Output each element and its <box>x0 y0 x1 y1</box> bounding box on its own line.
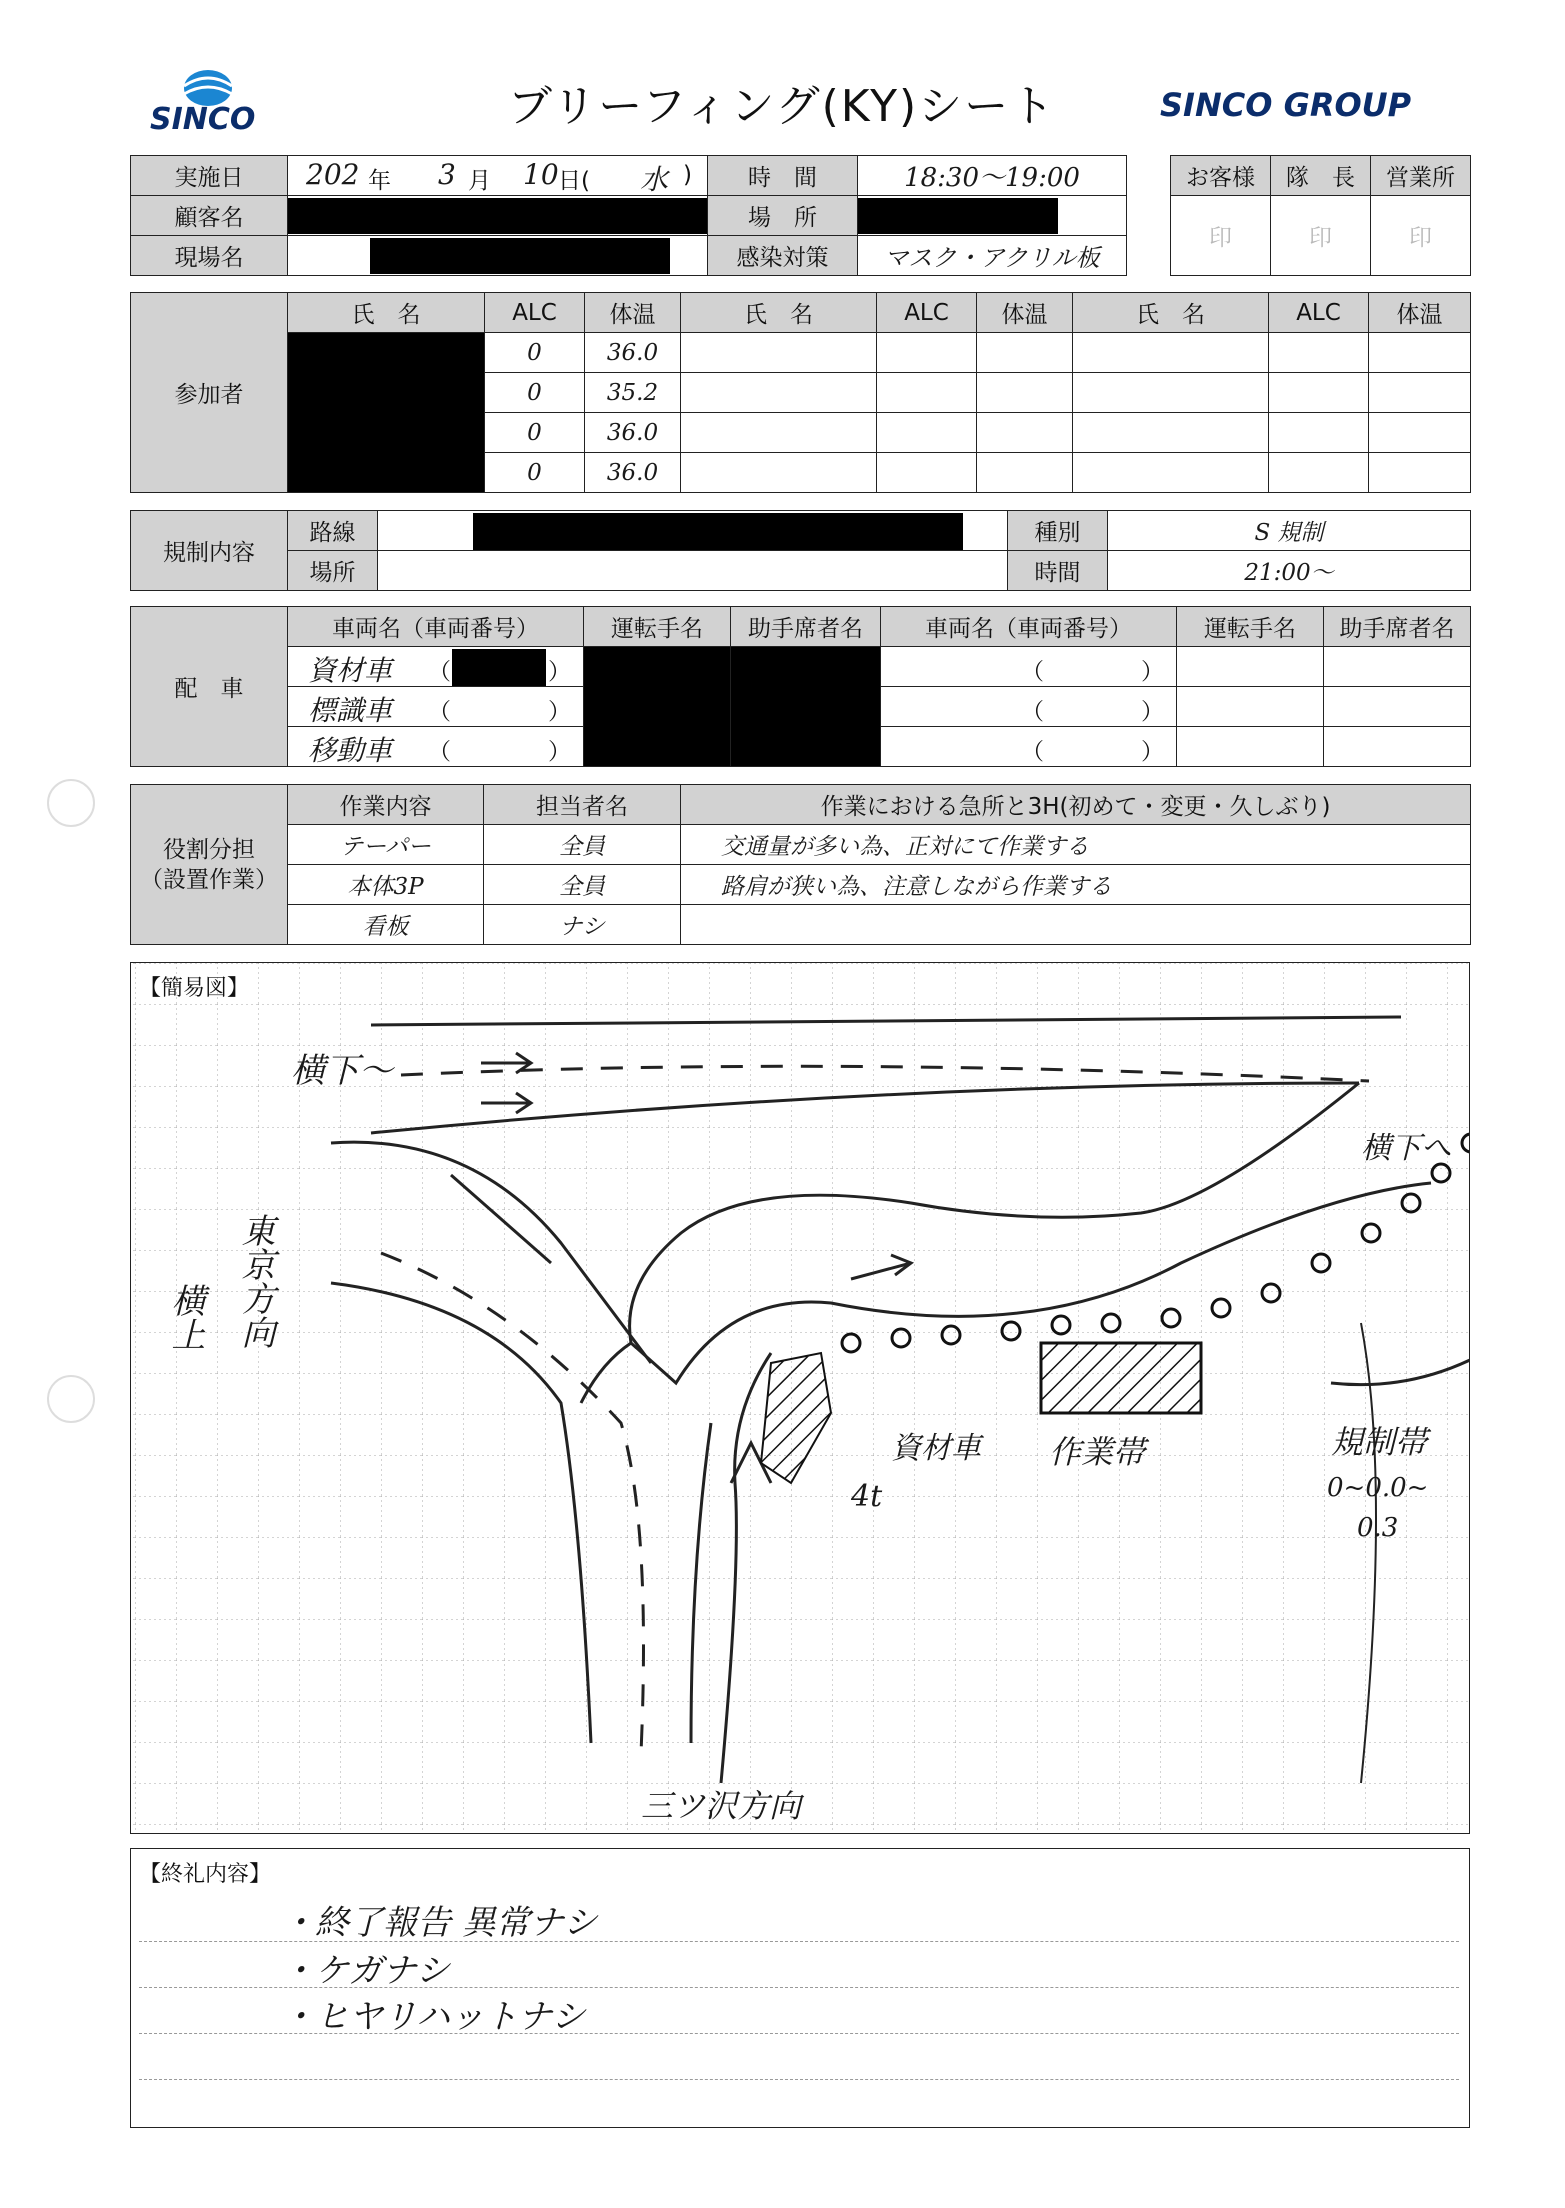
paren-open: （ <box>1021 659 1044 685</box>
col-work: 作業内容 <box>288 785 484 825</box>
temp-value[interactable]: 36.0 <box>585 333 681 373</box>
work-value[interactable]: テーパー <box>288 825 484 865</box>
redacted-customer <box>288 198 708 234</box>
date-label: 実施日 <box>131 156 288 196</box>
approval-office-label: 営業所 <box>1371 156 1471 196</box>
col-alc-2: ALC <box>877 293 977 333</box>
col-driver-2: 運転手名 <box>1177 607 1324 647</box>
note-bottom: 三ツ沢方向 <box>641 1787 802 1825</box>
weekday-close: ) <box>683 162 692 188</box>
punch-hole-bottom <box>47 1375 95 1423</box>
redacted-participant-names <box>288 333 485 493</box>
temp-value[interactable]: 36.0 <box>585 453 681 493</box>
sinco-logo-text: SINCO <box>150 102 256 137</box>
person-value[interactable]: ナシ <box>484 905 681 945</box>
closing-line[interactable]: ・終了報告 異常ナシ <box>281 1903 598 1943</box>
infection-value[interactable]: マスク・アクリル板 <box>858 236 1127 276</box>
vehicles-label: 配 車 <box>131 607 288 767</box>
infection-label: 感染対策 <box>708 236 858 276</box>
type-value[interactable]: S 規制 <box>1108 511 1471 551</box>
site-label: 現場名 <box>131 236 288 276</box>
approval-table <box>1170 155 1471 276</box>
time-value[interactable]: 18:30～19:00 <box>858 156 1127 196</box>
alc-value[interactable]: 0 <box>485 333 585 373</box>
paren-open: （ <box>428 659 451 685</box>
roles-table <box>130 784 1471 945</box>
date-cell[interactable] <box>288 156 708 196</box>
work-value[interactable]: 看板 <box>288 905 484 945</box>
hazard-value[interactable]: 路肩が狭い為、注意しながら作業する <box>681 865 1471 905</box>
vehicle-name[interactable]: 移動車 <box>308 734 393 767</box>
redacted-drivers <box>584 647 731 767</box>
paren-close: ） <box>548 739 571 765</box>
col-hazard: 作業における急所と3H(初めて・変更・久しぶり) <box>681 785 1471 825</box>
vehicle-name[interactable]: 標識車 <box>308 694 393 727</box>
col-assistant-1: 助手席者名 <box>731 607 881 647</box>
col-assistant-2: 助手席者名 <box>1324 607 1471 647</box>
stamp-leader[interactable]: 印 <box>1271 196 1371 276</box>
reg-time-value[interactable]: 21:00～ <box>1108 551 1471 591</box>
paren-open: （ <box>1021 699 1044 725</box>
note-left-side: 横上 <box>165 1283 205 1351</box>
person-value[interactable]: 全員 <box>484 865 681 905</box>
stamp-office[interactable]: 印 <box>1371 196 1471 276</box>
punch-hole-top <box>47 779 95 827</box>
day-value: 10 <box>523 158 559 191</box>
approval-customer-label: お客様 <box>1171 156 1271 196</box>
col-name-1: 氏 名 <box>288 293 485 333</box>
temp-value[interactable]: 36.0 <box>585 413 681 453</box>
alc-value[interactable]: 0 <box>485 373 585 413</box>
person-value[interactable]: 全員 <box>484 825 681 865</box>
regulation-table <box>130 510 1471 591</box>
paren-close: ） <box>548 659 571 685</box>
hazard-value[interactable] <box>681 905 1471 945</box>
sketch-area <box>130 962 1470 1834</box>
participants-label: 参加者 <box>131 293 288 493</box>
reg-time-label: 時間 <box>1008 551 1108 591</box>
col-name-3: 氏 名 <box>1073 293 1269 333</box>
sketch-label: 【簡易図】 <box>139 976 250 1001</box>
note-work-zone: 作業帯 <box>1049 1433 1146 1471</box>
col-person: 担当者名 <box>484 785 681 825</box>
redacted-vehicle-numbers <box>452 649 546 687</box>
info-table <box>130 155 1127 276</box>
sinco-logo <box>148 66 268 136</box>
work-value[interactable]: 本体3P <box>288 865 484 905</box>
month-value: 3 <box>438 158 456 191</box>
roles-label-1: 役割分担 <box>163 836 255 863</box>
ruled-line <box>139 2079 1459 2080</box>
group-logo: SINCO GROUP <box>1160 86 1412 124</box>
day-label: 日( <box>558 168 590 194</box>
closing-label: 【終礼内容】 <box>139 1862 272 1887</box>
note-distance-1: 0~0.0~ <box>1327 1473 1429 1503</box>
place-label: 場 所 <box>708 196 858 236</box>
paren-open: （ <box>428 739 451 765</box>
approval-leader-label: 隊 長 <box>1271 156 1371 196</box>
note-regulation: 規制帯 <box>1331 1423 1428 1461</box>
year-label: 年 <box>368 168 391 194</box>
vehicle-name[interactable]: 資材車 <box>308 654 393 687</box>
alc-value[interactable]: 0 <box>485 453 585 493</box>
sketch-grid <box>131 963 1469 1833</box>
customer-label: 顧客名 <box>131 196 288 236</box>
year-value: 202 <box>306 158 360 191</box>
paren-close: ） <box>1141 699 1164 725</box>
regulation-label: 規制内容 <box>131 511 288 591</box>
hazard-value[interactable]: 交通量が多い為、正対にて作業する <box>681 825 1471 865</box>
page-title: ブリーフィング(KY)シート <box>508 81 1057 132</box>
note-left-vertical: 東京方向 <box>235 1213 275 1349</box>
participants-table <box>130 292 1471 493</box>
temp-value[interactable]: 35.2 <box>585 373 681 413</box>
vehicles-table <box>130 606 1471 767</box>
col-temp-1: 体温 <box>585 293 681 333</box>
col-temp-2: 体温 <box>977 293 1073 333</box>
note-distance-2: 0.3 <box>1357 1513 1399 1543</box>
note-4t: 4t <box>851 1479 883 1514</box>
col-name-2: 氏 名 <box>681 293 877 333</box>
work-zone-hatch <box>1041 1343 1201 1413</box>
col-alc-3: ALC <box>1269 293 1369 333</box>
col-driver-1: 運転手名 <box>584 607 731 647</box>
time-label: 時 間 <box>708 156 858 196</box>
paren-open: （ <box>1021 739 1044 765</box>
note-top-road: 横下～ <box>291 1051 393 1091</box>
col-vehicle-1: 車両名（車両番号） <box>288 607 584 647</box>
roles-label <box>131 785 288 945</box>
redacted-route <box>473 513 963 551</box>
paren-open: （ <box>428 699 451 725</box>
route-label: 路線 <box>288 511 378 551</box>
closing-line[interactable]: ・ヒヤリハットナシ <box>281 1997 586 2037</box>
note-right-top: 横下へ <box>1361 1131 1451 1166</box>
type-label: 種別 <box>1008 511 1108 551</box>
paren-close: ） <box>548 699 571 725</box>
redacted-place <box>858 198 1058 234</box>
weekday-value: 水 <box>640 163 669 196</box>
month-label: 月 <box>468 168 491 194</box>
paren-close: ） <box>1141 739 1164 765</box>
alc-value[interactable]: 0 <box>485 413 585 453</box>
redacted-assistants <box>731 647 881 767</box>
roles-label-2: （設置作業） <box>140 866 278 893</box>
paren-close: ） <box>1141 659 1164 685</box>
note-material-car: 資材車 <box>891 1431 981 1466</box>
closing-line[interactable]: ・ケガナシ <box>281 1951 450 1991</box>
place-label: 場所 <box>288 551 378 591</box>
col-alc-1: ALC <box>485 293 585 333</box>
stamp-customer[interactable]: 印 <box>1171 196 1271 276</box>
col-temp-3: 体温 <box>1369 293 1471 333</box>
closing-area <box>130 1848 1470 2128</box>
redacted-site <box>370 238 670 274</box>
col-vehicle-2: 車両名（車両番号） <box>881 607 1177 647</box>
